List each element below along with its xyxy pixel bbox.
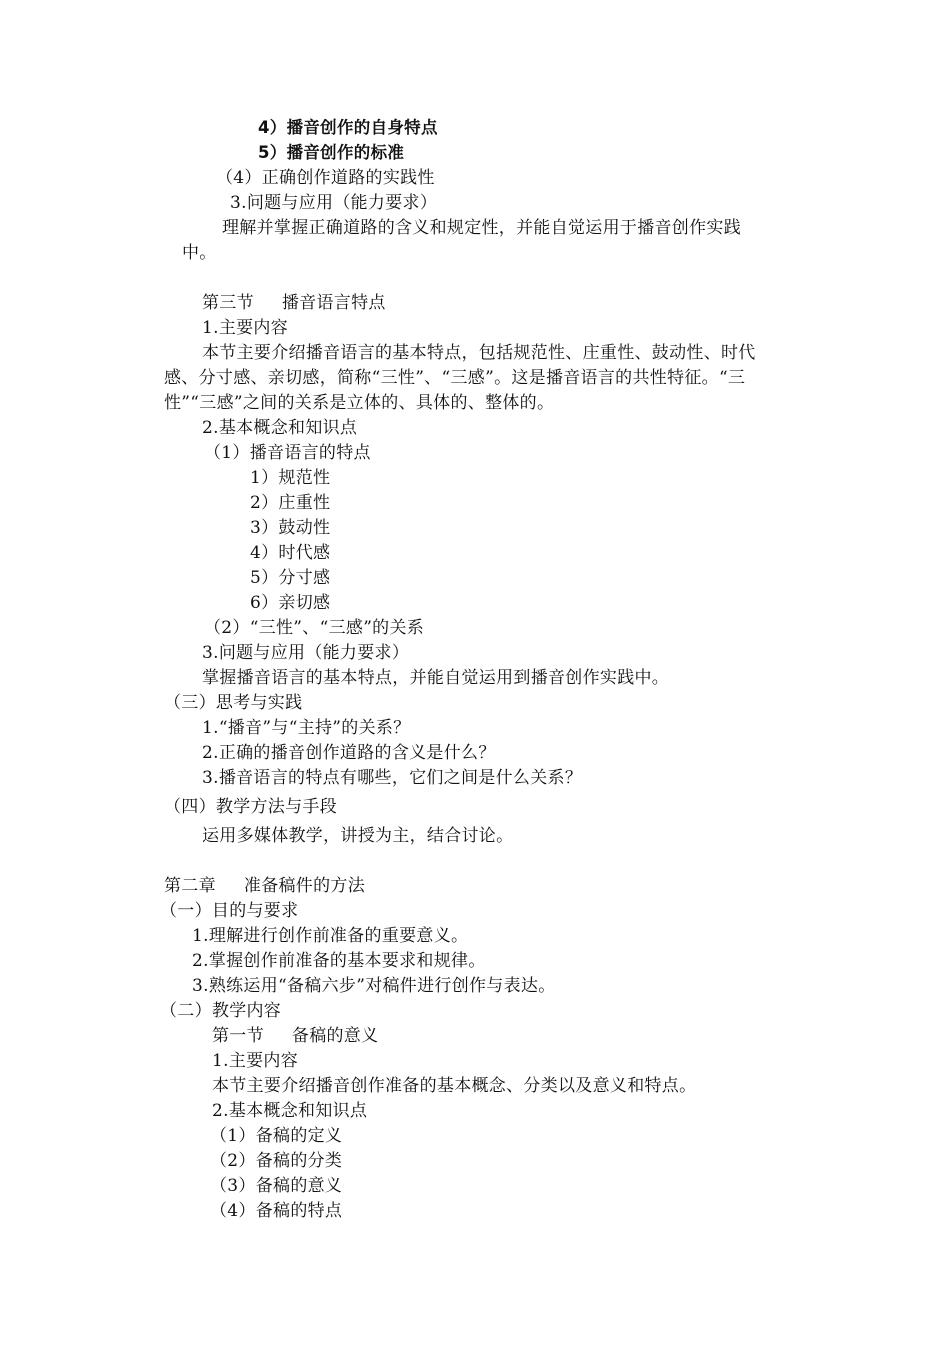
section-name: 播音语言特点	[281, 293, 386, 313]
list-item: 5）分寸感	[250, 568, 331, 588]
list-item: 2.正确的播音创作道路的含义是什么？	[202, 743, 496, 763]
list-item: 3.熟练运用“备稿六步”对稿件进行创作与表达。	[192, 976, 556, 996]
paragraph-line: 中。	[182, 243, 217, 263]
list-item: 2.基本概念和知识点	[202, 418, 358, 438]
list-item: 3.播音语言的特点有哪些，它们之间是什么关系？	[202, 768, 583, 788]
list-item: （2）备稿的分类	[210, 1151, 343, 1171]
list-item: （2）“三性”、“三感”的关系	[204, 618, 425, 638]
chapter-name: 准备稿件的方法	[243, 876, 366, 896]
list-item: 1.理解进行创作前准备的重要意义。	[192, 926, 469, 946]
paragraph-line: 本节主要介绍播音语言的基本特点，包括规范性、庄重性、鼓动性、时代	[202, 343, 756, 363]
list-item: （4）备稿的特点	[210, 1201, 343, 1221]
chapter-number: 第二章	[164, 876, 216, 896]
section-name: 备稿的意义	[291, 1026, 379, 1046]
list-heading: （三）思考与实践	[164, 693, 303, 713]
list-item: 2）庄重性	[250, 493, 331, 513]
list-heading: （四）教学方法与手段	[164, 797, 337, 817]
chapter-title	[164, 874, 365, 898]
paragraph-line: 本节主要介绍播音创作准备的基本概念、分类以及意义和特点。	[212, 1076, 697, 1096]
list-item: 1.主要内容	[202, 318, 289, 338]
list-item: 3.问题与应用（能力要求）	[202, 643, 410, 663]
paragraph-line: 理解并掌握正确道路的含义和规定性，并能自觉运用于播音创作实践	[222, 218, 741, 238]
heading-item-4: 4）播音创作的自身特点	[258, 118, 438, 137]
section-number: 第三节	[202, 293, 254, 313]
section-title	[212, 1024, 378, 1048]
heading-item-5: 5）播音创作的标准	[258, 143, 405, 162]
list-item: （1）备稿的定义	[210, 1126, 343, 1146]
paragraph-line: 感、分寸感、亲切感，简称“三性”、“三感”。这是播音语言的共性特征。“三	[164, 368, 746, 388]
list-item: 1.“播音”与“主持”的关系？	[202, 718, 411, 738]
list-heading: （一）目的与要求	[160, 901, 299, 921]
list-item: 3.问题与应用（能力要求）	[230, 193, 438, 213]
paragraph-line: 运用多媒体教学，讲授为主，结合讨论。	[202, 826, 514, 846]
list-item: （1）播音语言的特点	[204, 443, 371, 463]
list-item: 6）亲切感	[250, 593, 331, 613]
paragraph-line: 掌握播音语言的基本特点，并能自觉运用到播音创作实践中。	[202, 668, 670, 688]
list-item: 1.主要内容	[212, 1051, 299, 1071]
list-item: 1）规范性	[250, 468, 331, 488]
list-item: （3）备稿的意义	[210, 1176, 343, 1196]
list-item: 2.掌握创作前准备的基本要求和规律。	[192, 951, 486, 971]
list-item: 3）鼓动性	[250, 518, 331, 538]
list-item: 4）时代感	[250, 543, 331, 563]
list-item: 2.基本概念和知识点	[212, 1101, 368, 1121]
section-title	[202, 291, 386, 315]
list-heading: （二）教学内容	[160, 1001, 282, 1021]
list-item: （4）正确创作道路的实践性	[216, 168, 435, 188]
paragraph-line: 性”“三感”之间的关系是立体的、具体的、整体的。	[164, 393, 555, 413]
section-number: 第一节	[212, 1026, 264, 1046]
